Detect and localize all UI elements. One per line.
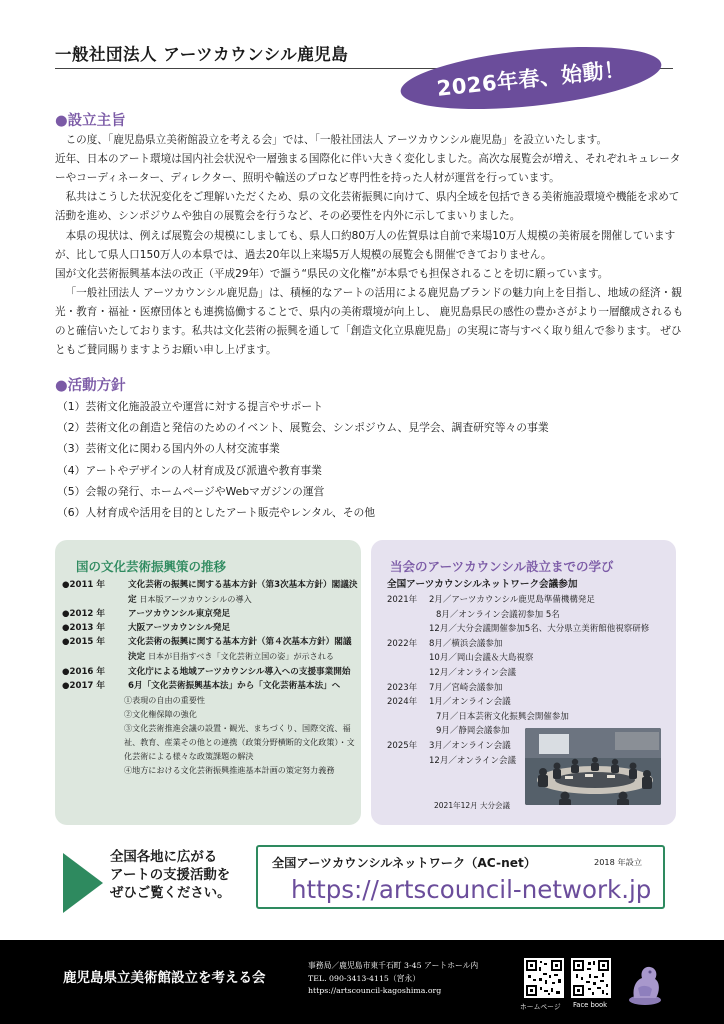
meeting-year: 2024年 (387, 697, 418, 708)
acnet-established: 2018 年設立 (594, 857, 643, 867)
meeting-text: 3月／オンライン会議 (429, 740, 511, 751)
timeline-year: ●2013 年 (62, 623, 106, 634)
timeline-year: ●2016 年 (62, 666, 106, 677)
timeline-year: ●2017 年 (62, 680, 106, 691)
policy-item: （3）芸術文化に関わる国内外の人材交流事業 (57, 442, 280, 456)
learning-title: 当会のアーツカウンシル設立までの学び (390, 559, 614, 574)
meeting-row (387, 608, 672, 623)
purpose-heading (55, 112, 685, 131)
qr-facebook-label: Face book (573, 1001, 608, 1009)
policy-item: （6）人材育成や活用を目的としたアート販売やレンタル、その他 (57, 506, 376, 520)
bullet-dot-icon: ● (55, 378, 68, 394)
timeline-text: 大阪アーツカウンシル発足 (128, 623, 231, 634)
arrow-right-icon (63, 853, 103, 913)
acnet-url-link[interactable]: https://artscouncil-network.jp (291, 875, 652, 904)
meeting-text: 8月／オンライン会議初参加 5名 (436, 609, 560, 620)
timeline-body (128, 635, 358, 664)
meeting-row (387, 651, 672, 666)
purpose-paragraph: 国が文化芸術振興基本法の改正（平成29年）で謳う“県民の文化権”が本県でも担保されることを切に願っています。 (55, 267, 609, 280)
footer-tel: TEL. 090-3413-4115（宮永） (308, 973, 421, 983)
acnet-name: 全国アーツカウンシルネットワーク（AC-net） (272, 856, 537, 870)
meeting-row (387, 710, 672, 725)
timeline-year: ●2011 年 (62, 580, 106, 590)
timeline-entry (62, 665, 358, 679)
national-policy-title: 国の文化芸術振興策の推移 (76, 559, 227, 574)
timeline-entry (62, 607, 358, 621)
purpose-paragraph: 近年、日本のアート環境は国内社会状況や一層強まる国際化に伴い大きく変化しました。高次な展覧会が増え、それぞれキュレーターやコーディネーター、ディレクター、照明や輸送のプロなど専門性を持った人材が運営を行っています。 (55, 153, 681, 185)
footer-web-link[interactable]: https://artscouncil-kagoshima.org (308, 986, 442, 996)
meeting-year (387, 710, 429, 725)
purpose-paragraph: この度、「鹿児島県立美術館設立を考える会」では、「一般社団法人 アーツカウンシル鹿児島」を設立いたします。 (65, 134, 608, 147)
meeting-year: 2025年 (387, 740, 418, 751)
org-title: 一般社団法人 アーツカウンシル鹿児島 (55, 45, 349, 64)
footer-org-name: 鹿児島県立美術館設立を考える会 (63, 970, 266, 986)
meeting-text: 8月／横浜会議参加 (429, 638, 503, 649)
network-meeting-heading: 全国アーツカウンシルネットワーク会議参加 (387, 579, 578, 590)
qr-homepage-label: ホームページ (520, 1003, 561, 1011)
meeting-year: 2021年 (387, 595, 418, 605)
meeting-text: 7月／宮崎会議参加 (429, 682, 503, 693)
meeting-row (387, 666, 672, 681)
timeline-body (128, 665, 358, 679)
timeline-entry (62, 621, 358, 635)
meeting-year (387, 724, 429, 739)
timeline-text: 文化芸術の振興に関する基本方針（第3次基本方針）閣議決定 (128, 580, 358, 606)
timeline-text: 6月「文化芸術振興基本法」から「文化芸術基本法」へ (128, 680, 341, 691)
qr-code-facebook[interactable] (571, 958, 611, 998)
meeting-photo (525, 728, 661, 805)
meeting-year: 2023年 (387, 682, 418, 693)
policy-heading (55, 374, 126, 395)
meeting-row (387, 695, 672, 710)
policy-item: （4）アートやデザインの人材育成及び派遣や教育事業 (57, 463, 322, 477)
meeting-text: 1月／オンライン会議 (429, 697, 511, 708)
timeline-text: 文化芸術の振興に関する基本方針（第４次基本方針）閣議決定 (128, 637, 352, 663)
policy-item: （2）芸術文化の創造と発信のためのイベント、展覧会、シンポジウム、見学会、調査研究等々の事業 (57, 421, 549, 435)
mascot-sculpture-icon (624, 958, 666, 1006)
policy-item: （5）会報の発行、ホームページやWebマガジンの運営 (57, 484, 325, 498)
meeting-row (387, 593, 672, 608)
timeline-year: ●2012 年 (62, 609, 106, 620)
timeline-entry (62, 635, 358, 664)
timeline-text: 文化庁による地域アーツカウンシル導入への支援事業開始 (128, 666, 351, 677)
qr-code-icon (524, 958, 564, 998)
timeline-text: アーツカウンシル東京発足 (128, 609, 231, 620)
meeting-text: 9月／静岡会議参加 (436, 726, 510, 737)
timeline-body (128, 679, 358, 693)
timeline-body (128, 621, 358, 635)
meeting-photo-illustration (525, 728, 661, 805)
photo-caption: 2021年12月 大分会議 (434, 801, 511, 810)
qr-code-homepage[interactable] (524, 958, 564, 998)
meeting-text: 2月／アーツカウンシル鹿児島準備機構発足 (429, 595, 595, 605)
timeline-note: 日本が目指すべき「文化芸術立国の姿」が示される (147, 651, 334, 662)
law-point: ④地方における文化芸術振興推進基本計画の策定努力義務 (124, 765, 335, 776)
launch-badge: 2026年春、始動！ (398, 36, 664, 119)
meeting-text: 12月／オンライン会議 (429, 667, 517, 678)
meeting-year (387, 666, 429, 681)
timeline-year: ●2015 年 (62, 637, 106, 648)
qr-code-icon (571, 958, 611, 998)
timeline-entry (62, 578, 358, 607)
policy-heading-text: 活動方針 (67, 378, 126, 394)
cta-line: 全国各地に広がる (110, 849, 218, 865)
law-point: ②文化権保障の強化 (124, 708, 197, 719)
meeting-year: 2022年 (387, 638, 418, 649)
acnet-cta (110, 848, 231, 902)
policy-item: （1）芸術文化施設設立や運営に対する提言やサポート (57, 400, 323, 413)
meeting-year (387, 651, 429, 666)
meeting-text: 12月／大分会議開催参加5名、大分県立美術館他視察研修 (429, 624, 650, 635)
timeline-body (128, 607, 358, 621)
bullet-dot-icon: ● (55, 113, 68, 129)
purpose-paragraph: 本県の現状は、例えば展覧会の規模にしましても、県人口約80万人の佐賀県は自前で来場10万人規模の美術展を開催していますが、比して県人口150万人の本県では、過去20年以上来場5万人規模の展覧会も開催できておりません。 (55, 229, 676, 261)
meeting-text: 7月／日本芸術文化振興会開催参加 (436, 711, 569, 722)
cta-line: アートの支援活動を (110, 867, 231, 883)
cta-line: ぜひご覧ください。 (110, 885, 231, 901)
meeting-year (387, 622, 429, 637)
purpose-section (55, 112, 685, 360)
purpose-paragraph: 「一般社団法人 アーツカウンシル鹿児島」は、積極的なアートの活用による鹿児島ブランドの魅力向上を目指し、地域の経済・観光・教育・福祉・医療団体とも連携協働することで、県内の美術環境が向上し、 鹿児島県民の感性の豊かさがより一層醸成されるものと確信いたしております。私共は文化芸術の振興を通して「創造文化立県鹿児島」の実現に寄与すべく取り組んで参ります。 ぜひともご賛同賜りますようお願い申し上げます。 (55, 286, 684, 357)
footer-office: 事務局／鹿児島市東千石町 3-45 アートホール内 (308, 961, 479, 970)
meeting-text: 10月／岡山会議＆大島視察 (429, 653, 534, 664)
law-point: ①表現の自由の重要性 (124, 694, 205, 705)
timeline-entry (62, 679, 358, 693)
purpose-paragraph: 私共はこうした状況変化をご理解いただくため、県の文化芸術振興に向けて、県内全域を包括できる美術施設環境や機能を求めて活動を進め、シンポジウムや独自の展覧会を行うなど、その必要性を内外に示してまいりました。 (55, 191, 680, 223)
footer-contact (308, 960, 478, 998)
meeting-row (387, 622, 672, 637)
timeline-note: 日本版アーツカウンシルの導入 (139, 594, 252, 605)
meeting-row (387, 637, 672, 652)
national-policy-timeline (62, 578, 358, 777)
purpose-heading-text: 設立主旨 (67, 113, 126, 129)
meeting-year (387, 754, 429, 769)
meeting-text: 12月／オンライン会議 (429, 755, 517, 766)
policy-list (57, 396, 549, 523)
timeline-body (128, 578, 358, 607)
law-point: ③文化芸術推進会議の設置・観光、まちづくり、国際交流、福祉、教育、産業その他との連携（政策分野横断的文化政策）・文化芸術による様々な政策課題の解決 (124, 722, 355, 762)
meeting-year (387, 608, 429, 623)
meeting-row (387, 681, 672, 696)
